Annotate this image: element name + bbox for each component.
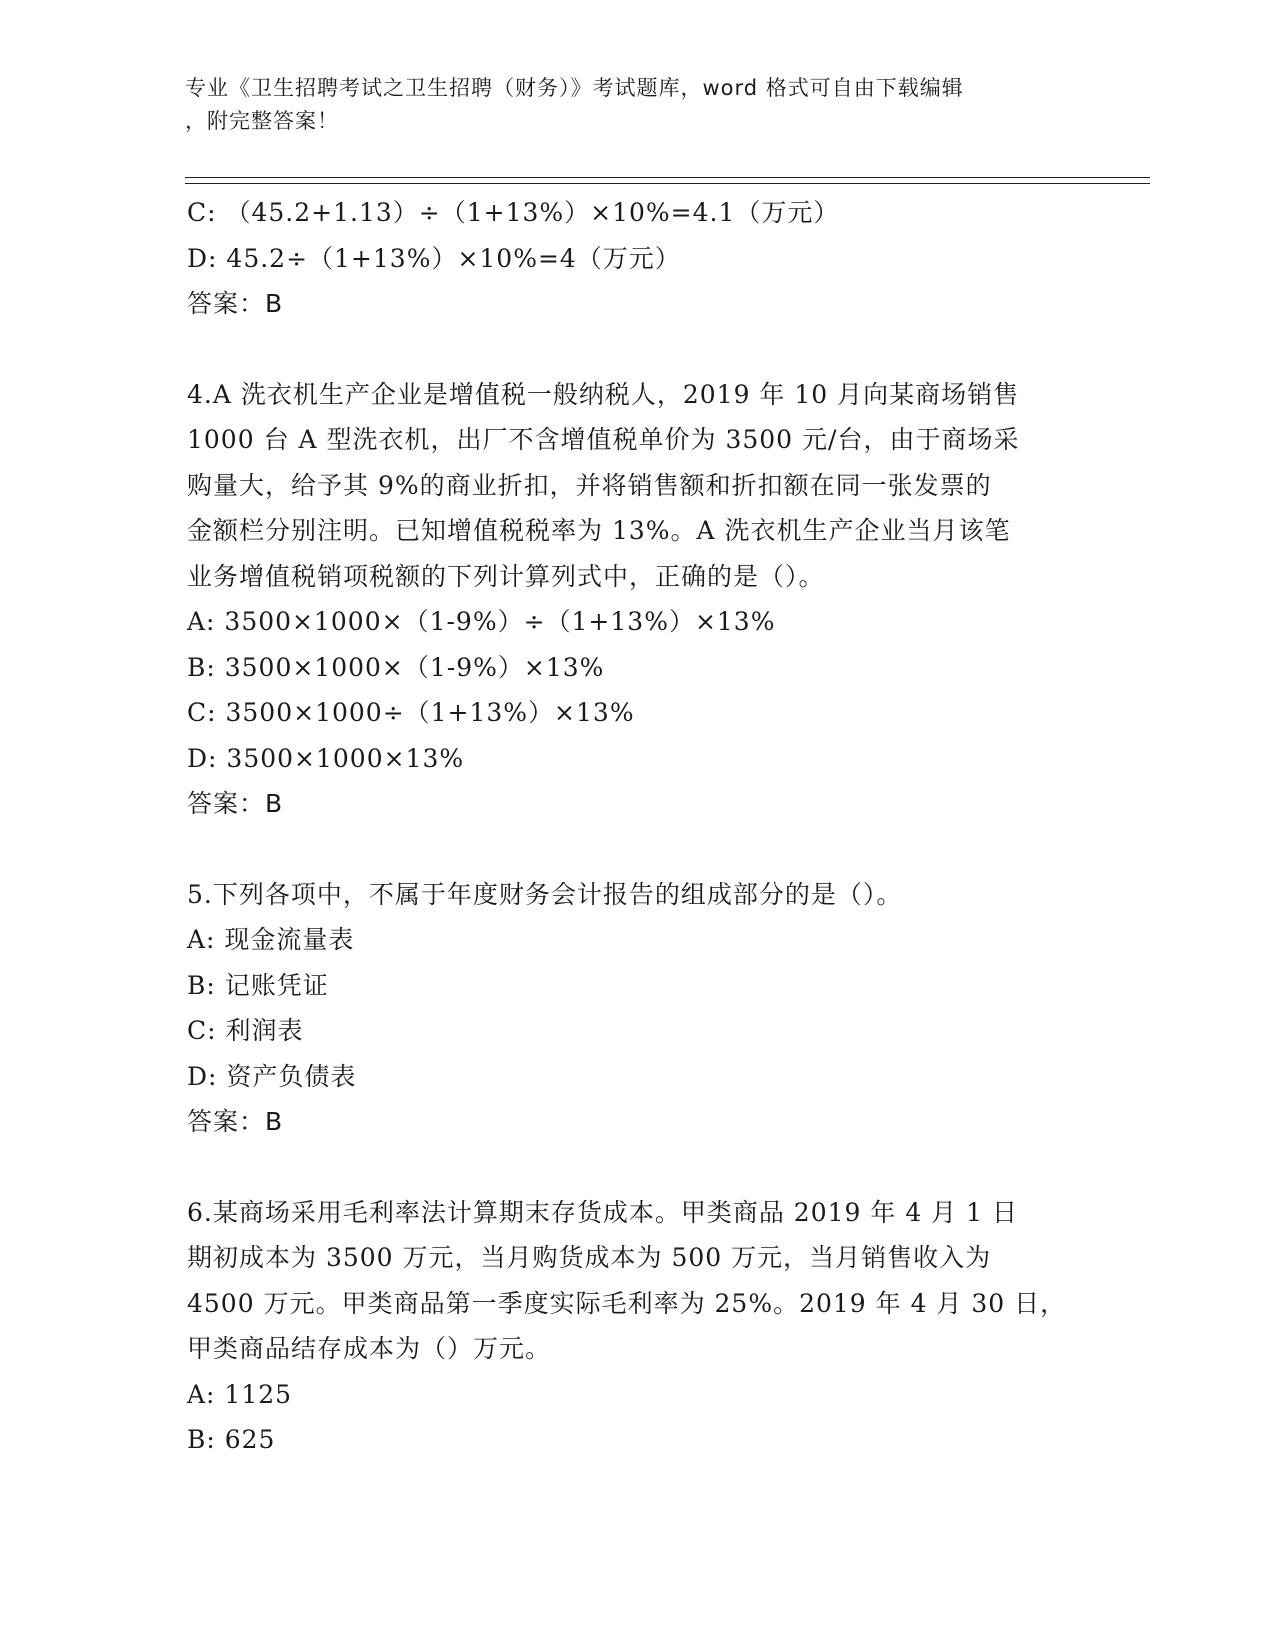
q4-stem-line-4: 金额栏分别注明。已知增值税税率为 13%。A 洗衣机生产企业当月该笔 bbox=[187, 516, 1011, 545]
spacer bbox=[187, 327, 1087, 372]
q6-stem-line-4: 甲类商品结存成本为（）万元。 bbox=[187, 1334, 552, 1363]
document-header bbox=[185, 72, 1065, 138]
q5-option-c: C: 利润表 bbox=[187, 1016, 304, 1045]
q5-option-a: A: 现金流量表 bbox=[187, 925, 355, 954]
header-line-2: ，附完整答案！ bbox=[185, 109, 339, 133]
header-rule-top bbox=[185, 177, 1150, 178]
q5-option-d: D: 资产负债表 bbox=[187, 1061, 357, 1091]
q5-option-b: B: 记账凭证 bbox=[187, 970, 329, 1000]
q6-option-a: A: 1125 bbox=[187, 1379, 293, 1409]
q4-option-b: B: 3500×1000×（1-9%）×13% bbox=[187, 652, 605, 682]
header-rule-bottom bbox=[185, 183, 1150, 184]
q4-option-c: C: 3500×1000÷（1+13%）×13% bbox=[187, 698, 635, 727]
q5-stem: 5.下列各项中，不属于年度财务会计报告的组成部分的是（）。 bbox=[187, 879, 903, 909]
q3-answer: 答案：B bbox=[187, 289, 284, 318]
q3-option-c: C: （45.2+1.13）÷（1+13%）×10%=4.1（万元） bbox=[187, 198, 840, 227]
spacer bbox=[187, 827, 1087, 872]
header-line-1: 专业《卫生招聘考试之卫生招聘（财务）》考试题库，word 格式可自由下载编辑 bbox=[185, 76, 964, 100]
q4-option-a: A: 3500×1000×（1-9%）÷（1+13%）×13% bbox=[187, 607, 776, 636]
q6-option-b: B: 625 bbox=[187, 1425, 276, 1454]
q3-option-d: D: 45.2÷（1+13%）×10%=4（万元） bbox=[187, 243, 681, 273]
spacer bbox=[187, 1145, 1087, 1190]
q5-answer: 答案：B bbox=[187, 1107, 284, 1136]
q4-stem-line-3: 购量大，给予其 9%的商业折扣，并将销售额和折扣额在同一张发票的 bbox=[187, 470, 992, 500]
q4-stem-line-1: 4.A 洗衣机生产企业是增值税一般纳税人，2019 年 10 月向某商场销售 bbox=[187, 379, 1020, 409]
q4-answer: 答案：B bbox=[187, 789, 284, 818]
q6-stem-line-2: 期初成本为 3500 万元，当月购货成本为 500 万元，当月销售收入为 bbox=[187, 1243, 992, 1272]
question-content bbox=[187, 190, 1087, 1463]
q6-stem-line-1: 6.某商场采用毛利率法计算期末存货成本。甲类商品 2019 年 4 月 1 日 bbox=[187, 1197, 1018, 1227]
q4-stem-line-2: 1000 台 A 型洗衣机，出厂不含增值税单价为 3500 元/台，由于商场采 bbox=[187, 425, 1020, 454]
q4-option-d: D: 3500×1000×13% bbox=[187, 743, 465, 773]
q6-stem-line-3: 4500 万元。甲类商品第一季度实际毛利率为 25%。2019 年 4 月 30 日， bbox=[187, 1288, 1067, 1318]
q4-stem-line-5: 业务增值税销项税额的下列计算列式中，正确的是（）。 bbox=[187, 561, 825, 591]
